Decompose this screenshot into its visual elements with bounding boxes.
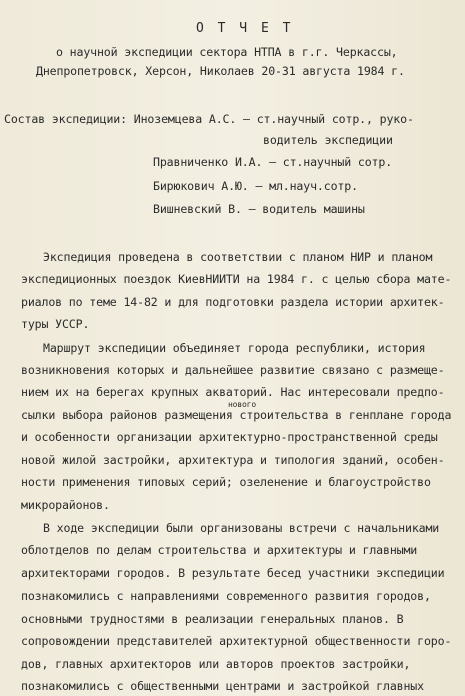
paragraph-line: нием их на берегах крупных акваторий. Нас интересовали предпо- (21, 385, 445, 399)
paragraph-line: микрорайонов. (21, 498, 110, 512)
paragraph-line: дов, главных архитекторов или авторов проектов застройки, (21, 657, 411, 671)
paragraph-line: облотделов по делам строительства и архитектуры и главными (21, 543, 418, 557)
paragraph-line: возникновения которых и дальнейшее развитие связано с размеще- (21, 363, 445, 377)
members-line: Состав экспедиции: Иноземцева А.С. – ст.научный сотр., руко- (4, 112, 414, 126)
paragraph-line: Маршрут экспедиции объединяет города республики, история (43, 341, 426, 355)
members-line: Вишневский В. – водитель машины (153, 202, 365, 216)
members-line: Правниченко И.А. – ст.научный сотр. (153, 155, 393, 169)
paragraph-line: В ходе экспедиции были организованы встречи с начальниками (43, 521, 440, 535)
heading-line: о научной экспедиции сектора НТПА в г.г. Черкассы, (56, 45, 398, 59)
heading-line: Днепропетровск, Херсон, Николаев 20-31 августа 1984 г. (36, 64, 405, 78)
paragraph-line: познакомились с общественными центрами и застройкой главных (21, 679, 424, 693)
handwritten-insert: нового (228, 400, 256, 409)
paragraph-line: ности применения типовых серий; озеленение и благоустройство (21, 475, 431, 489)
members-line: водитель экспедиции (263, 133, 393, 147)
paragraph-line: риалов по теме 14-82 и для подготовки раздела истории архитек- (21, 295, 445, 309)
paragraph-line: познакомились с направлениями современного развития городов, (21, 589, 431, 603)
paragraph-line: туры УССР. (21, 317, 90, 331)
paragraph-line: основными трудностями в реализации генеральных планов. В (21, 612, 404, 626)
paragraph-line: сопровождении представителей архитектурной общественности горо- (21, 634, 452, 648)
paragraph-line: архитекторами городов. В результате бесед участники экспедиции (21, 566, 445, 580)
paragraph-line: Экспедиция проведена в соответствии с планом НИР и планом (43, 250, 433, 264)
paragraph-line: экспедиционных поездок КиевНИИТИ на 1984 г. с целью сбора мате- (21, 272, 452, 286)
members-line: Бирюкович А.Ю. – мл.науч.сотр. (153, 179, 358, 193)
paragraph-line: и особенности организации архитектурно-пространственной среды (21, 430, 438, 444)
paragraph-line: сылки выбора районов размещения строительства в генплане города (21, 408, 452, 422)
paragraph-line: новой жилой застройки, архитектура и типология зданий, особен- (21, 453, 445, 467)
document-title: О Т Ч Е Т (196, 21, 294, 36)
